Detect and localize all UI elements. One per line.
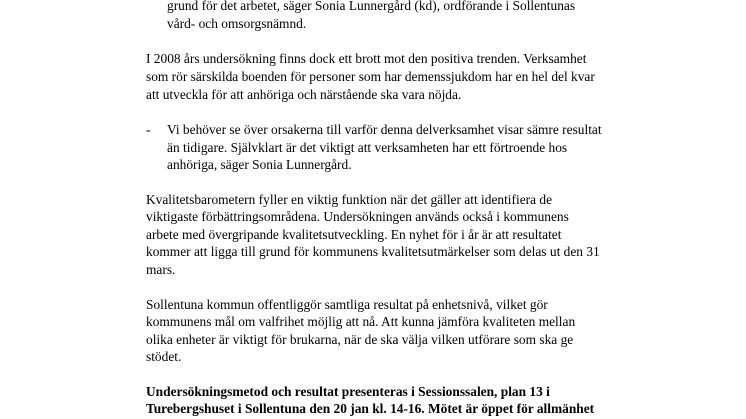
para2-line-3: arbete med övergripande kvalitetsutveckling. En nyhet för i år är att resultatet: [146, 227, 562, 242]
quote1-line-1: grund för det arbetet, säger Sonia Lunnergård (kd), ordförande i Sollentunas: [167, 0, 576, 13]
para3-line-4: stödet.: [146, 349, 182, 364]
para1-line-2: som rör särskilda boenden för personer som har demenssjukdom har en hel del kvar: [146, 69, 595, 84]
para4-line-2: Turebergshuset i Sollentuna den 20 jan kl. 14-16. Mötet är öppet för allmänhet: [146, 401, 595, 416]
quote2-dash: -: [146, 122, 151, 137]
para2-line-4: kommer att ligga till grund för kommunens kvalitetsutmärkelser som delas ut den 31: [146, 244, 600, 259]
para3-line-3: olika enheter är viktigt för brukarna, när de ska välja vilken utförare som ska ge: [146, 332, 574, 347]
quote1-line-2: vård- och omsorgsnämnd.: [167, 16, 307, 31]
para3-line-1: Sollentuna kommun offentliggör samtliga resultat på enhetsnivå, vilket gör: [146, 297, 548, 312]
quote2-line-1: Vi behöver se över orsakerna till varför denna delverksamhet visar sämre resultat: [167, 122, 602, 137]
para3-line-2: kommunens mål om valfrihet möjlig att nå. Att kunna jämföra kvaliteten mellan: [146, 314, 576, 329]
para2-line-5: mars.: [146, 262, 176, 277]
para1-line-3: att utveckla för att anhöriga och närstående ska vara nöjda.: [146, 87, 462, 102]
para2-line-1: Kvalitetsbarometern fyller en viktig funktion när det gäller att identifiera de: [146, 192, 553, 207]
para1-line-1: I 2008 års undersökning finns dock ett brott mot den positiva trenden. Verksamhet: [146, 51, 587, 66]
quote2-line-2: än tidigare. Självklart är det viktigt att verksamheten har ett förtroende hos: [167, 140, 568, 155]
quote2-line-3: anhöriga, säger Sonia Lunnergård.: [167, 157, 352, 172]
para4-line-1: Undersökningsmetod och resultat presenteras i Sessionssalen, plan 13 i: [146, 384, 550, 399]
para2-line-2: viktigaste förbättringsområdena. Undersökningen används också i kommunens: [146, 209, 569, 224]
